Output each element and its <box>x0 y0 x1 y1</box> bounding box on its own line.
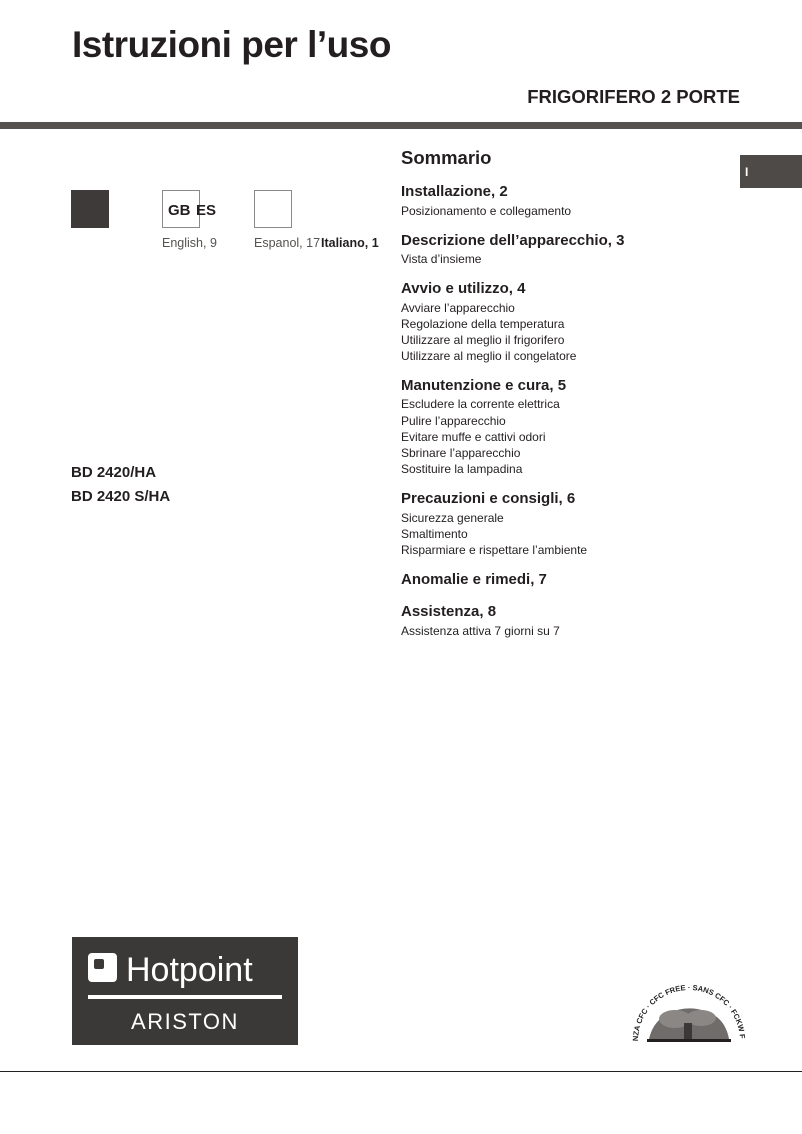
toc-item: Risparmiare e rispettare l’ambiente <box>401 543 588 557</box>
toc-item: Vista d’insieme <box>401 252 482 266</box>
tree-seal-icon <box>629 983 747 1045</box>
toc-heading-descrizione: Descrizione dell’apparecchio, 3 <box>401 232 625 249</box>
document-title: Istruzioni per l’uso <box>72 24 391 65</box>
toc-heading-installazione: Installazione, 2 <box>401 183 508 200</box>
svg-text:ARISTON: ARISTON <box>131 1009 239 1034</box>
toc-item: Utilizzare al meglio il congelatore <box>401 349 577 363</box>
hotpoint-ariston-logo-graphic <box>72 937 298 1045</box>
toc-item: Evitare muffe e cattivi odori <box>401 430 546 444</box>
toc-item: Sostituire la lampadina <box>401 462 523 476</box>
language-side-tab <box>740 155 802 188</box>
toc-heading-assistenza: Assistenza, 8 <box>401 603 497 620</box>
document-subtitle: FRIGORIFERO 2 PORTE <box>527 86 740 107</box>
header-divider <box>0 122 802 129</box>
toc-item: Regolazione della temperatura <box>401 317 565 331</box>
language-box-italiano[interactable] <box>71 190 109 228</box>
toc-heading-anomalie: Anomalie e rimedi, 7 <box>401 571 547 588</box>
toc-heading-manutenzione: Manutenzione e cura, 5 <box>401 377 567 394</box>
toc-item: Utilizzare al meglio il frigorifero <box>401 333 565 347</box>
language-code-es: ES <box>196 202 217 219</box>
toc-item: Avviare l’apparecchio <box>401 301 515 315</box>
toc-item: Posizionamento e collegamento <box>401 204 572 218</box>
language-box-espanol[interactable] <box>254 190 292 228</box>
toc-item: Pulire l’apparecchio <box>401 414 506 428</box>
model-name: BD 2420 S/HA <box>71 488 171 505</box>
language-label-espanol: Espanol, 17 <box>254 236 321 250</box>
toc-heading-precauzioni: Precauzioni e consigli, 6 <box>401 490 576 507</box>
svg-text:SENZA CFC · CFC FREE · SANS CF: NZA CFC · CFC FREE · SANS CFC · FCKW F <box>630 983 747 1042</box>
hotpoint-ariston-logo <box>72 937 298 1045</box>
toc-item: Escludere la corrente elettrica <box>401 397 560 411</box>
contents-title: Sommario <box>401 147 492 168</box>
toc-item: Assistenza attiva 7 giorni su 7 <box>401 624 560 638</box>
footer-divider <box>0 1071 802 1072</box>
language-label-italiano: Italiano, 1 <box>321 236 379 250</box>
toc-item: Smaltimento <box>401 527 468 541</box>
toc-item: Sicurezza generale <box>401 511 504 525</box>
cfc-free-seal <box>629 983 747 1045</box>
side-tab-label: I <box>745 165 749 179</box>
language-code-gb: GB <box>168 202 191 219</box>
toc-item: Sbrinare l’apparecchio <box>401 446 521 460</box>
toc-heading-avvio: Avvio e utilizzo, 4 <box>401 280 526 297</box>
model-name: BD 2420/HA <box>71 464 157 481</box>
svg-text:Hotpoint: Hotpoint <box>126 951 253 989</box>
language-label-english: English, 9 <box>162 236 217 250</box>
